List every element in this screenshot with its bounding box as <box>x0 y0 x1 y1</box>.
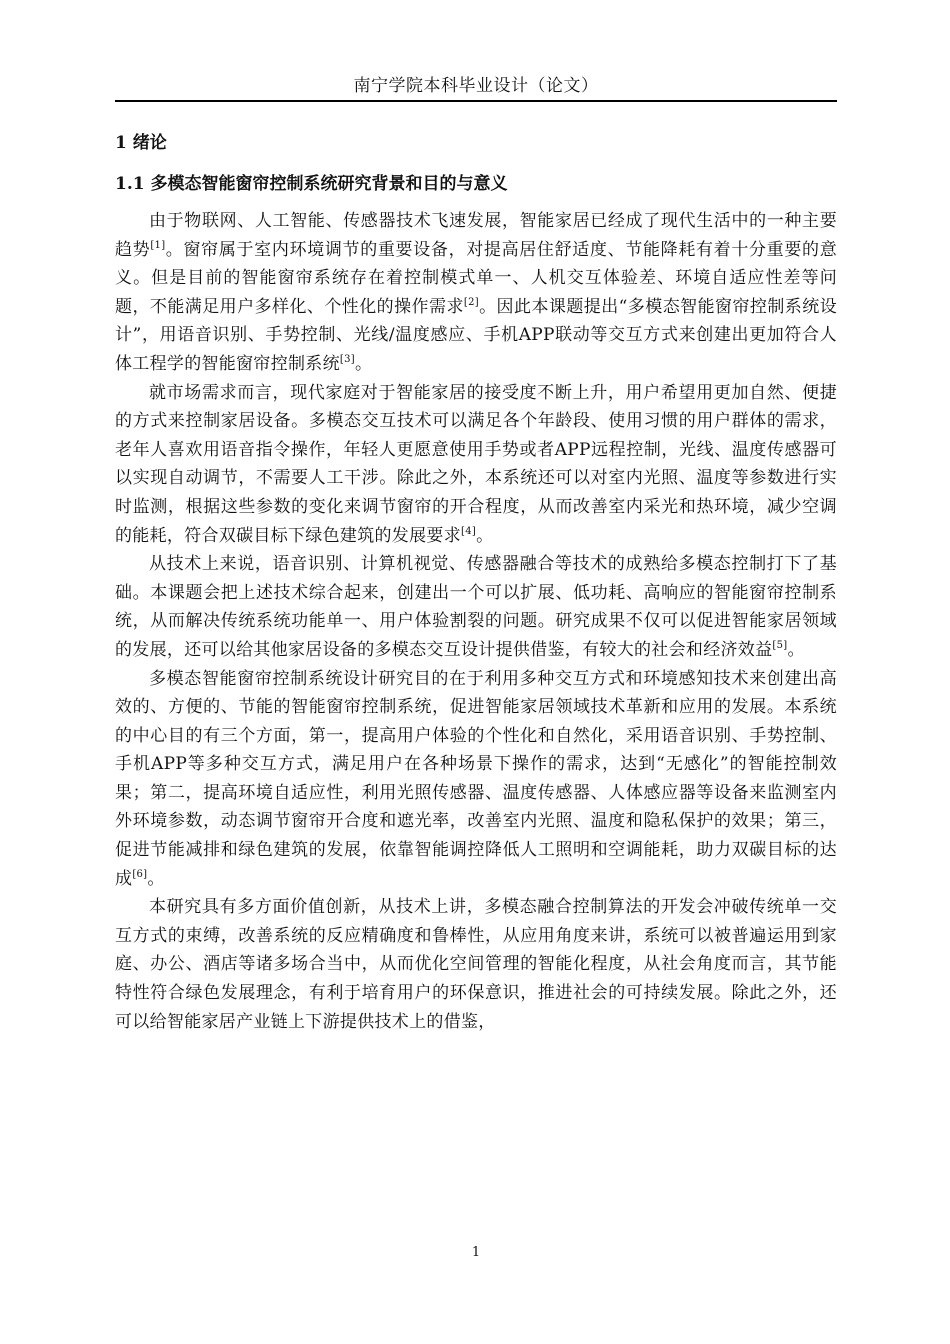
paragraph-text: 就市场需求而言，现代家庭对于智能家居的接受度不断上升，用户希望用更加自然、便捷的方式来控制家居设备。多模态交互技术可以满足各个年龄段、使用习惯的用户群体的需求，老年人喜欢用语音指令操作，年轻人更愿意使用手势或者APP远程控制，光线、温度传感器可以实现自动调节，不需要人工干涉。除此之外，本系统还可以对室内光照、温度等参数进行实时监测，根据这些参数的变化来调节窗帘的开合程度，从而改善室内采光和热环境，减少空调的能耗，符合双碳目标下绿色建筑的发展要求 <box>115 382 837 546</box>
paragraph-text: 。 <box>147 868 165 889</box>
paragraph-text: 。窗帘属于室内环境调节的重要设备，对提高居住舒适度、节能降耗有着十分重要的意义。但是目前的智能窗帘系统存在着控制模式单一、人机交互体验差、环境自适应性差等问题，不能满足用户多样化、个性化的操作需求 <box>115 239 837 317</box>
section-heading: 1.1 多模态智能窗帘控制系统研究背景和目的与意义 <box>115 174 508 194</box>
body-paragraph <box>115 379 837 551</box>
citation-marker: [4] <box>461 525 477 537</box>
body-paragraph <box>115 893 837 1036</box>
paragraph-text: 由于物联网、人工智能、传感器技术飞速发展，智能家居已经成了现代生活中的一种主要趋势 <box>115 211 837 260</box>
page-content <box>115 128 837 1036</box>
chapter-heading: 1 绪论 <box>115 133 167 153</box>
citation-marker: [6] <box>132 868 148 880</box>
body-paragraph <box>115 550 837 664</box>
running-header: 南宁学院本科毕业设计（论文） <box>353 76 599 96</box>
paragraph-text: 。 <box>787 639 805 660</box>
paragraph-text: 从技术上来说，语音识别、计算机视觉、传感器融合等技术的成熟给多模态控制打下了基础。本课题会把上述技术综合起来，创建出一个可以扩展、低功耗、高响应的智能窗帘控制系统，从而解决传统系统功能单一、用户体验割裂的问题。研究成果不仅可以促进智能家居领域的发展，还可以给其他家居设备的多模态交互设计提供借鉴，有较大的社会和经济效益 <box>115 554 837 660</box>
body-paragraph <box>115 207 837 379</box>
page-number: 1 <box>471 1245 481 1260</box>
paragraph-text: 本研究具有多方面价值创新，从技术上讲，多模态融合控制算法的开发会冲破传统单一交互方式的束缚，改善系统的反应精确度和鲁棒性，从应用角度来讲，系统可以被普遍运用到家庭、办公、酒店等诸多场合当中，从而优化空间管理的智能化程度，从社会角度而言，其节能特性符合绿色发展理念，有利于培育用户的环保意识，推进社会的可持续发展。除此之外，还可以给智能家居产业链上下游提供技术上的借鉴， <box>115 897 837 1032</box>
body-paragraph <box>115 665 837 894</box>
paragraph-text: 。 <box>354 353 373 374</box>
paragraph-text: 。因此本课题提出“多模态智能窗帘控制系统设计”，用语音识别、手势控制、光线/温度感应、手机APP联动等交互方式来创建出更加符合人体工程学的智能窗帘控制系统 <box>115 296 837 374</box>
citation-marker: [5] <box>772 639 788 651</box>
header-rule <box>115 100 837 102</box>
citation-marker: [1] <box>150 239 166 251</box>
citation-marker: [2] <box>463 296 479 308</box>
paragraph-text: 。 <box>476 525 494 546</box>
citation-marker: [3] <box>339 353 355 365</box>
paragraph-text: 多模态智能窗帘控制系统设计研究目的在于利用多种交互方式和环境感知技术来创建出高效的、方便的、节能的智能窗帘控制系统，促进智能家居领域技术革新和应用的发展。本系统的中心目的有三个方面，第一，提高用户体验的个性化和自然化，采用语音识别、手势控制、手机APP等多种交互方式，满足用户在各种场景下操作的需求，达到“无感化”的智能控制效果；第二，提高环境自适应性，利用光照传感器、温度传感器、人体感应器等设备来监测室内外环境参数，动态调节窗帘开合度和遮光率，改善室内光照、温度和隐私保护的效果；第三，促进节能减排和绿色建筑的发展，依靠智能调控降低人工照明和空调能耗，助力双碳目标的达成 <box>115 668 837 889</box>
body-text <box>115 207 837 1036</box>
